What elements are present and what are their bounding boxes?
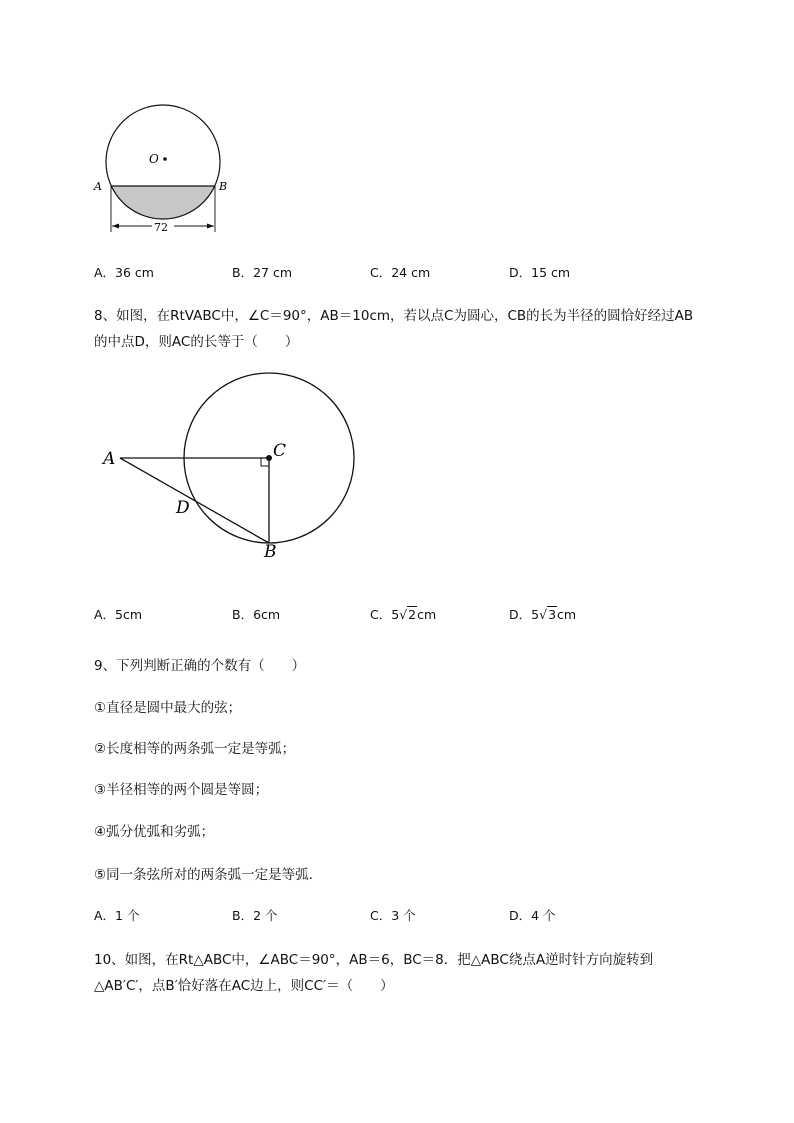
q7-option-b: B．27 cm	[232, 265, 293, 280]
center-dot	[163, 157, 167, 161]
q9-item-1: ①直径是圆中最大的弦；	[94, 700, 242, 716]
q8-option-d-unit: cm	[557, 607, 577, 622]
q8-text-line1: 8、如图，在RtVABC中，∠C＝90°，AB＝10cm，若以点C为圆心，CB的长为半径的圆恰好经过AB	[94, 308, 694, 324]
q9-title: 9、下列判断正确的个数有（ ）	[94, 658, 306, 674]
dimension-label: 72	[154, 221, 168, 234]
figure-circle-segment	[88, 100, 238, 240]
q7-option-a: A．36 cm	[94, 265, 154, 280]
q8-option-d	[509, 605, 576, 623]
arrow-left	[112, 224, 119, 229]
q10-text-line2: △AB′C′，点B′恰好落在AC边上，则CC′＝（ ）	[94, 978, 394, 994]
q8-option-c-unit: cm	[417, 607, 437, 622]
label-b: B	[219, 180, 228, 193]
q7-option-c: C．24 cm	[370, 265, 431, 280]
q9-item-5: ⑤同一条弦所对的两条弧一定是等弧．	[94, 867, 323, 883]
label-b2: B	[264, 542, 277, 562]
shaded-segment	[111, 186, 215, 220]
q8-option-d-prefix: D．5	[509, 607, 540, 622]
q9-item-3: ③半径相等的两个圆是等圆；	[94, 782, 269, 798]
point-c	[266, 455, 272, 461]
sqrt-symbol: √	[399, 607, 408, 622]
figure-triangle-circle	[96, 365, 366, 565]
label-a: A	[94, 180, 102, 193]
sqrt-symbol: √	[539, 607, 548, 622]
q9-option-b: B．2 个	[232, 908, 278, 923]
q8-option-c	[370, 605, 436, 623]
q8-option-d-radicand: 3	[548, 607, 557, 622]
q9-option-d: D．4 个	[509, 908, 556, 923]
q9-option-a: A．1 个	[94, 908, 140, 923]
q8-text-line2: 的中点D，则AC的长等于（ ）	[94, 334, 299, 350]
q8-option-b: B．6cm	[232, 607, 281, 622]
arrow-right	[207, 224, 214, 229]
q8-option-c-radicand: 2	[408, 607, 417, 622]
q7-option-d: D．15 cm	[509, 265, 571, 280]
q9-option-c: C．3 个	[370, 908, 416, 923]
q8-option-a: A．5cm	[94, 607, 143, 622]
label-o: O	[149, 152, 159, 166]
q9-item-4: ④弧分优弧和劣弧；	[94, 824, 215, 840]
label-c2: C	[273, 441, 287, 461]
q8-option-c-prefix: C．5	[370, 607, 400, 622]
label-a2: A	[103, 449, 116, 469]
label-d2: D	[176, 498, 190, 518]
segment-ab	[120, 458, 269, 543]
q9-item-2: ②长度相等的两条弧一定是等弧；	[94, 741, 296, 757]
q10-text-line1: 10、如图，在Rt△ABC中，∠ABC＝90°，AB＝6，BC＝8．把△ABC绕点A逆时针方向旋转到	[94, 952, 654, 968]
